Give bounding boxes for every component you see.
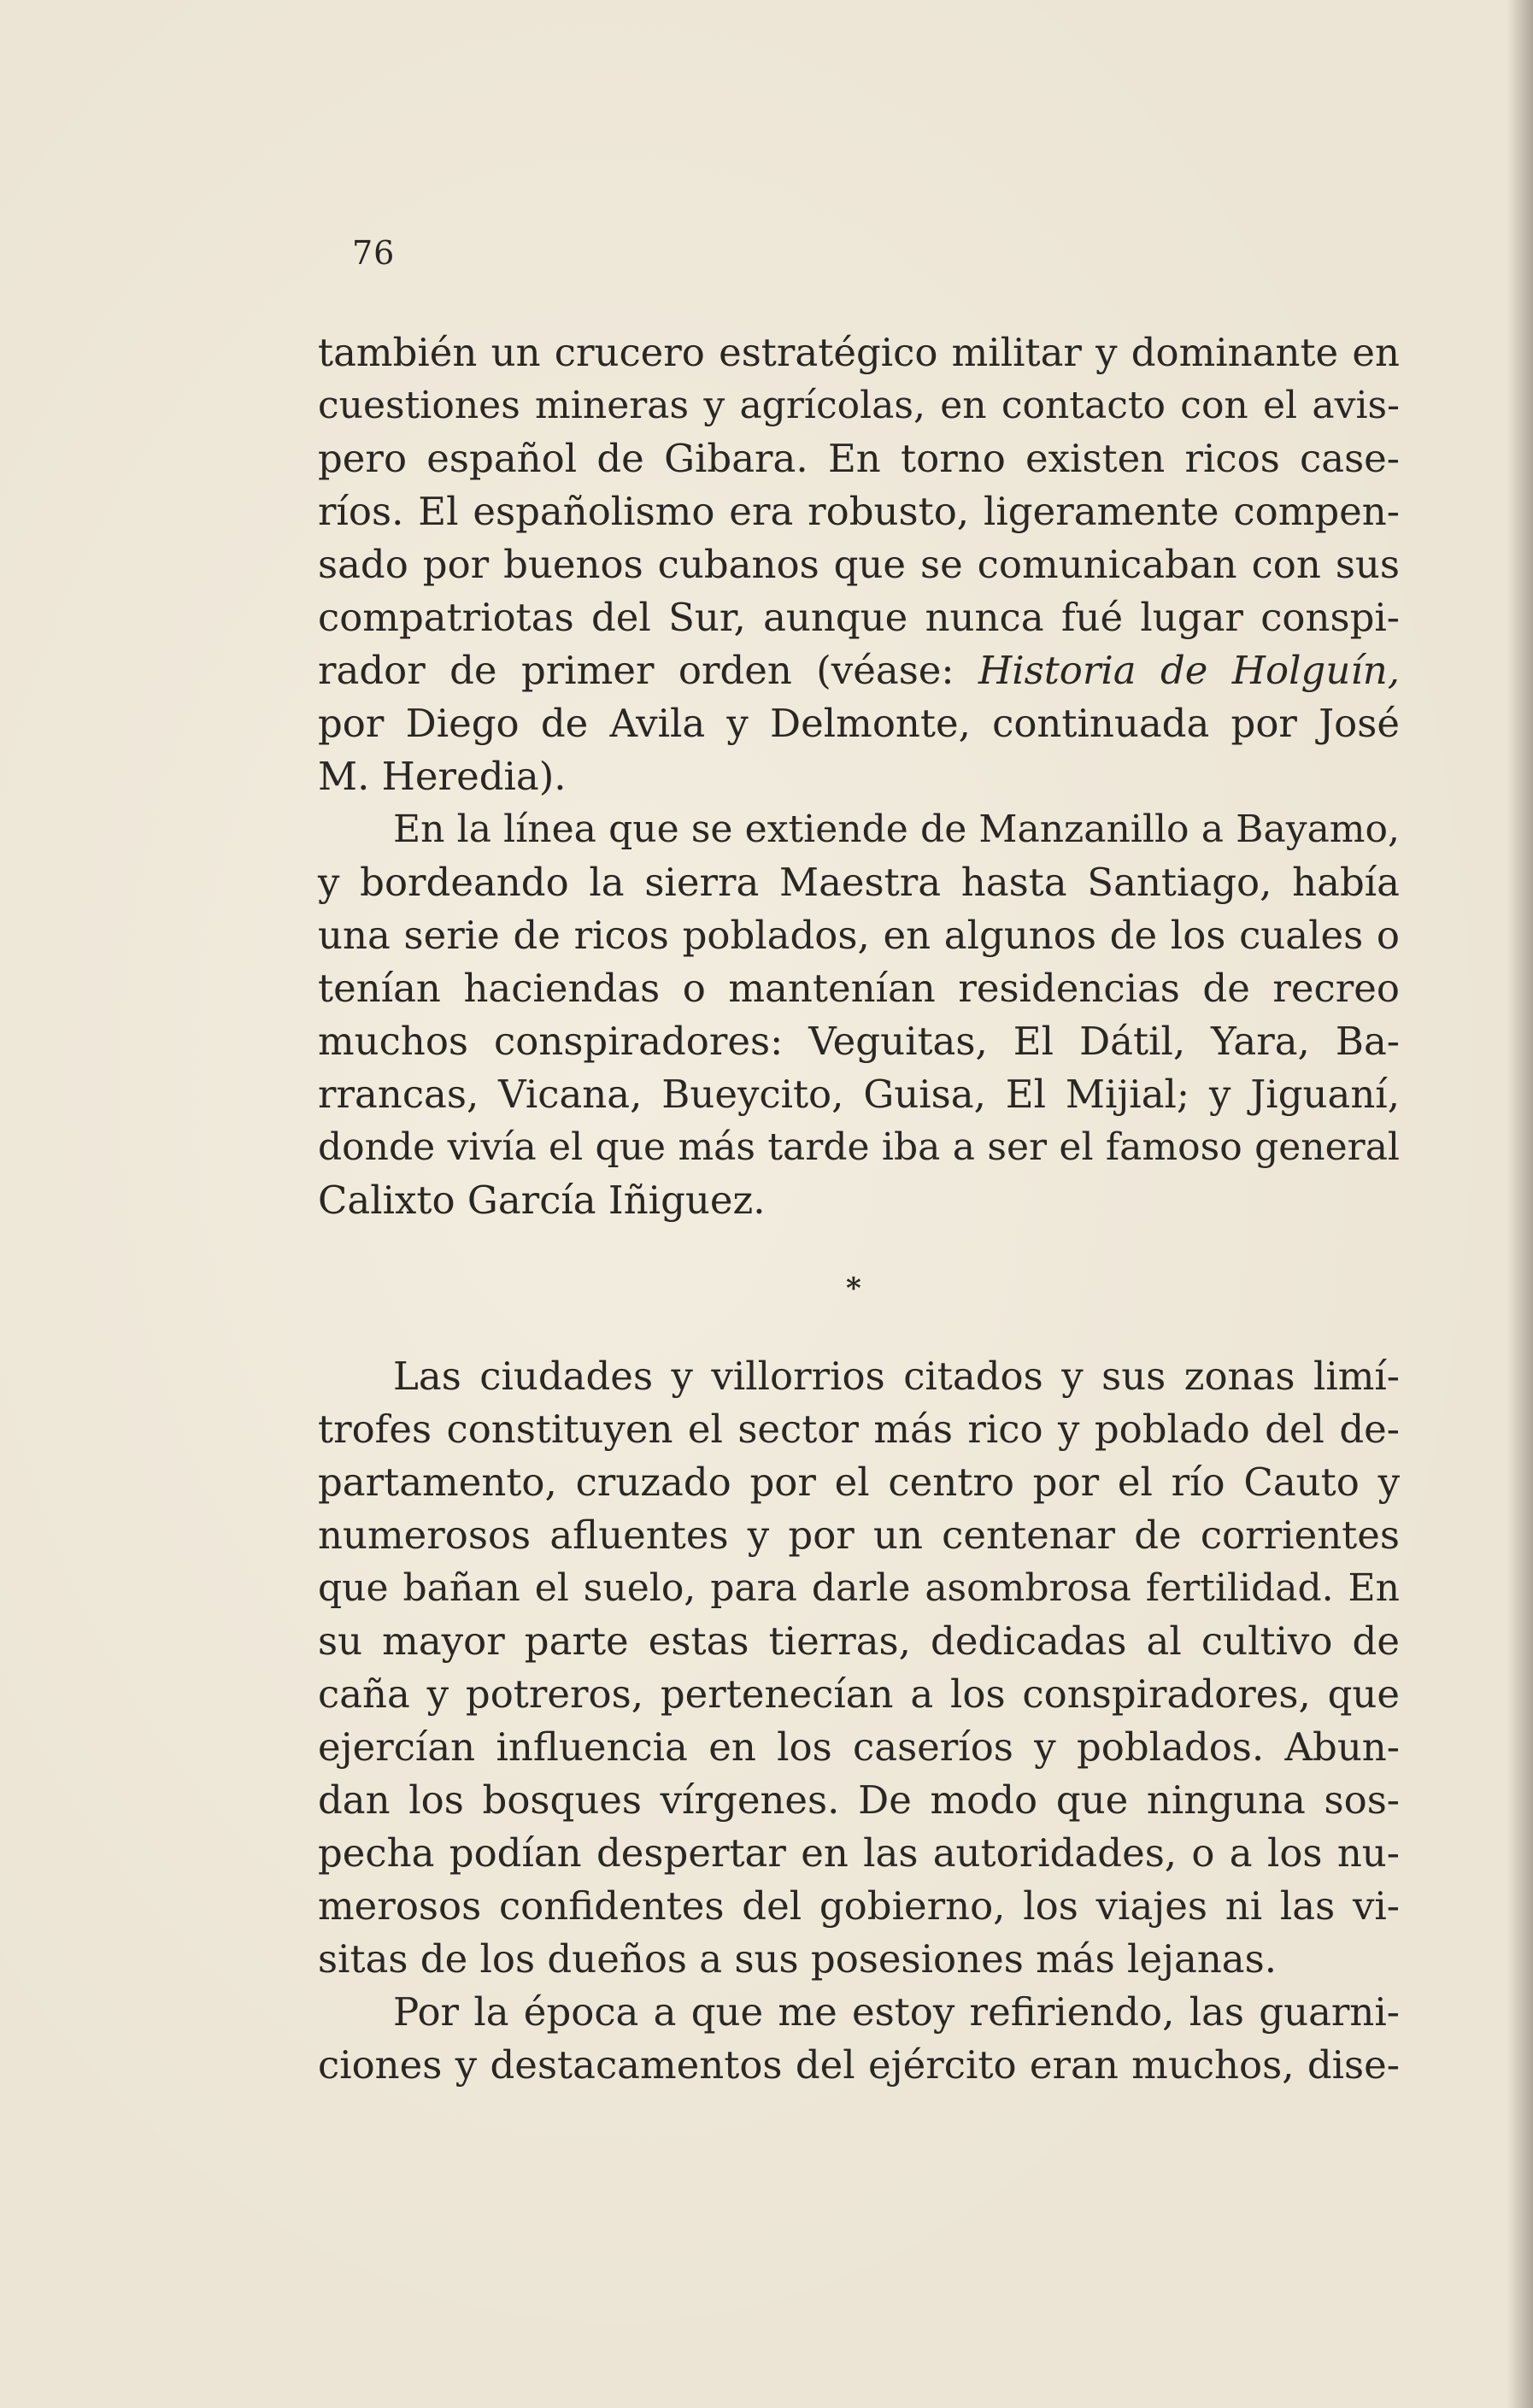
text-line: trofes constituyen el sector más rico y poblado del de- — [318, 1407, 1400, 1452]
book-title-italic: Historia de Holguín, — [978, 648, 1400, 693]
text-line: ciones y destacamentos del ejército eran muchos, dise- — [318, 2042, 1400, 2088]
section-separator-asterisk: * — [846, 1272, 861, 1306]
text-line: partamento, cruzado por el centro por el río Cauto y — [318, 1459, 1400, 1505]
text-line: que bañan el suelo, para darle asombrosa fertilidad. En — [318, 1566, 1400, 1610]
text-line: M. Heredia). — [318, 754, 567, 799]
text-line: compatriotas del Sur, aunque nunca fué lugar conspi- — [318, 595, 1400, 640]
text-line: dan los bosques vírgenes. De modo que ninguna sos- — [318, 1777, 1400, 1823]
text-line: En la línea que se extiende de Manzanillo a Bayamo, — [393, 808, 1400, 851]
text-line: una serie de ricos poblados, en algunos de los cuales o — [318, 913, 1400, 958]
text-line-with-title — [318, 644, 1400, 697]
text-segment: rador de primer orden (véase: — [318, 648, 978, 693]
text-line: pecha podían despertar en las autoridades, o a los nu- — [318, 1830, 1400, 1876]
text-line: y bordeando la sierra Maestra hasta Santiago, había — [318, 860, 1400, 905]
text-line: Las ciudades y villorrios citados y sus zonas limí- — [393, 1354, 1400, 1399]
text-line: merosos confidentes del gobierno, los viajes ni las vi- — [318, 1883, 1400, 1929]
text-line: Por la época a que me estoy refiriendo, las guarni- — [393, 1989, 1400, 2035]
text-line: numerosos afluentes y por un centenar de corrientes — [318, 1512, 1400, 1558]
page-number: 76 — [352, 234, 396, 272]
text-line: ejercían influencia en los caseríos y poblados. Abun- — [318, 1724, 1400, 1770]
text-line: donde vivía el que más tarde iba a ser el famoso general — [318, 1125, 1400, 1169]
text-line: Calixto García Iñiguez. — [318, 1178, 766, 1223]
text-line: ríos. El españolismo era robusto, ligeramente compen- — [318, 489, 1400, 534]
text-line: caña y potreros, pertenecían a los conspiradores, que — [318, 1671, 1400, 1717]
text-line: sitas de los dueños a sus posesiones más lejanas. — [318, 1936, 1278, 1982]
text-line: muchos conspiradores: Veguitas, El Dátil, Yara, Ba- — [318, 1019, 1400, 1064]
text-line: tenían haciendas o mantenían residencias de recreo — [318, 966, 1400, 1011]
text-line: por Diego de Avila y Delmonte, continuada por José — [318, 701, 1400, 746]
text-line: su mayor parte estas tierras, dedicadas al cultivo de — [318, 1618, 1400, 1664]
text-line: cuestiones mineras y agrícolas, en contacto con el avis- — [318, 384, 1400, 427]
text-line: también un crucero estratégico militar y dominante en — [318, 330, 1400, 375]
page-edge-shadow — [1507, 0, 1533, 2408]
text-line: rrancas, Vicana, Bueycito, Guisa, El Mijial; y Jiguaní, — [318, 1072, 1400, 1117]
text-line: pero español de Gibara. En torno existen ricos case- — [318, 436, 1400, 481]
text-line: sado por buenos cubanos que se comunicaban con sus — [318, 542, 1400, 587]
